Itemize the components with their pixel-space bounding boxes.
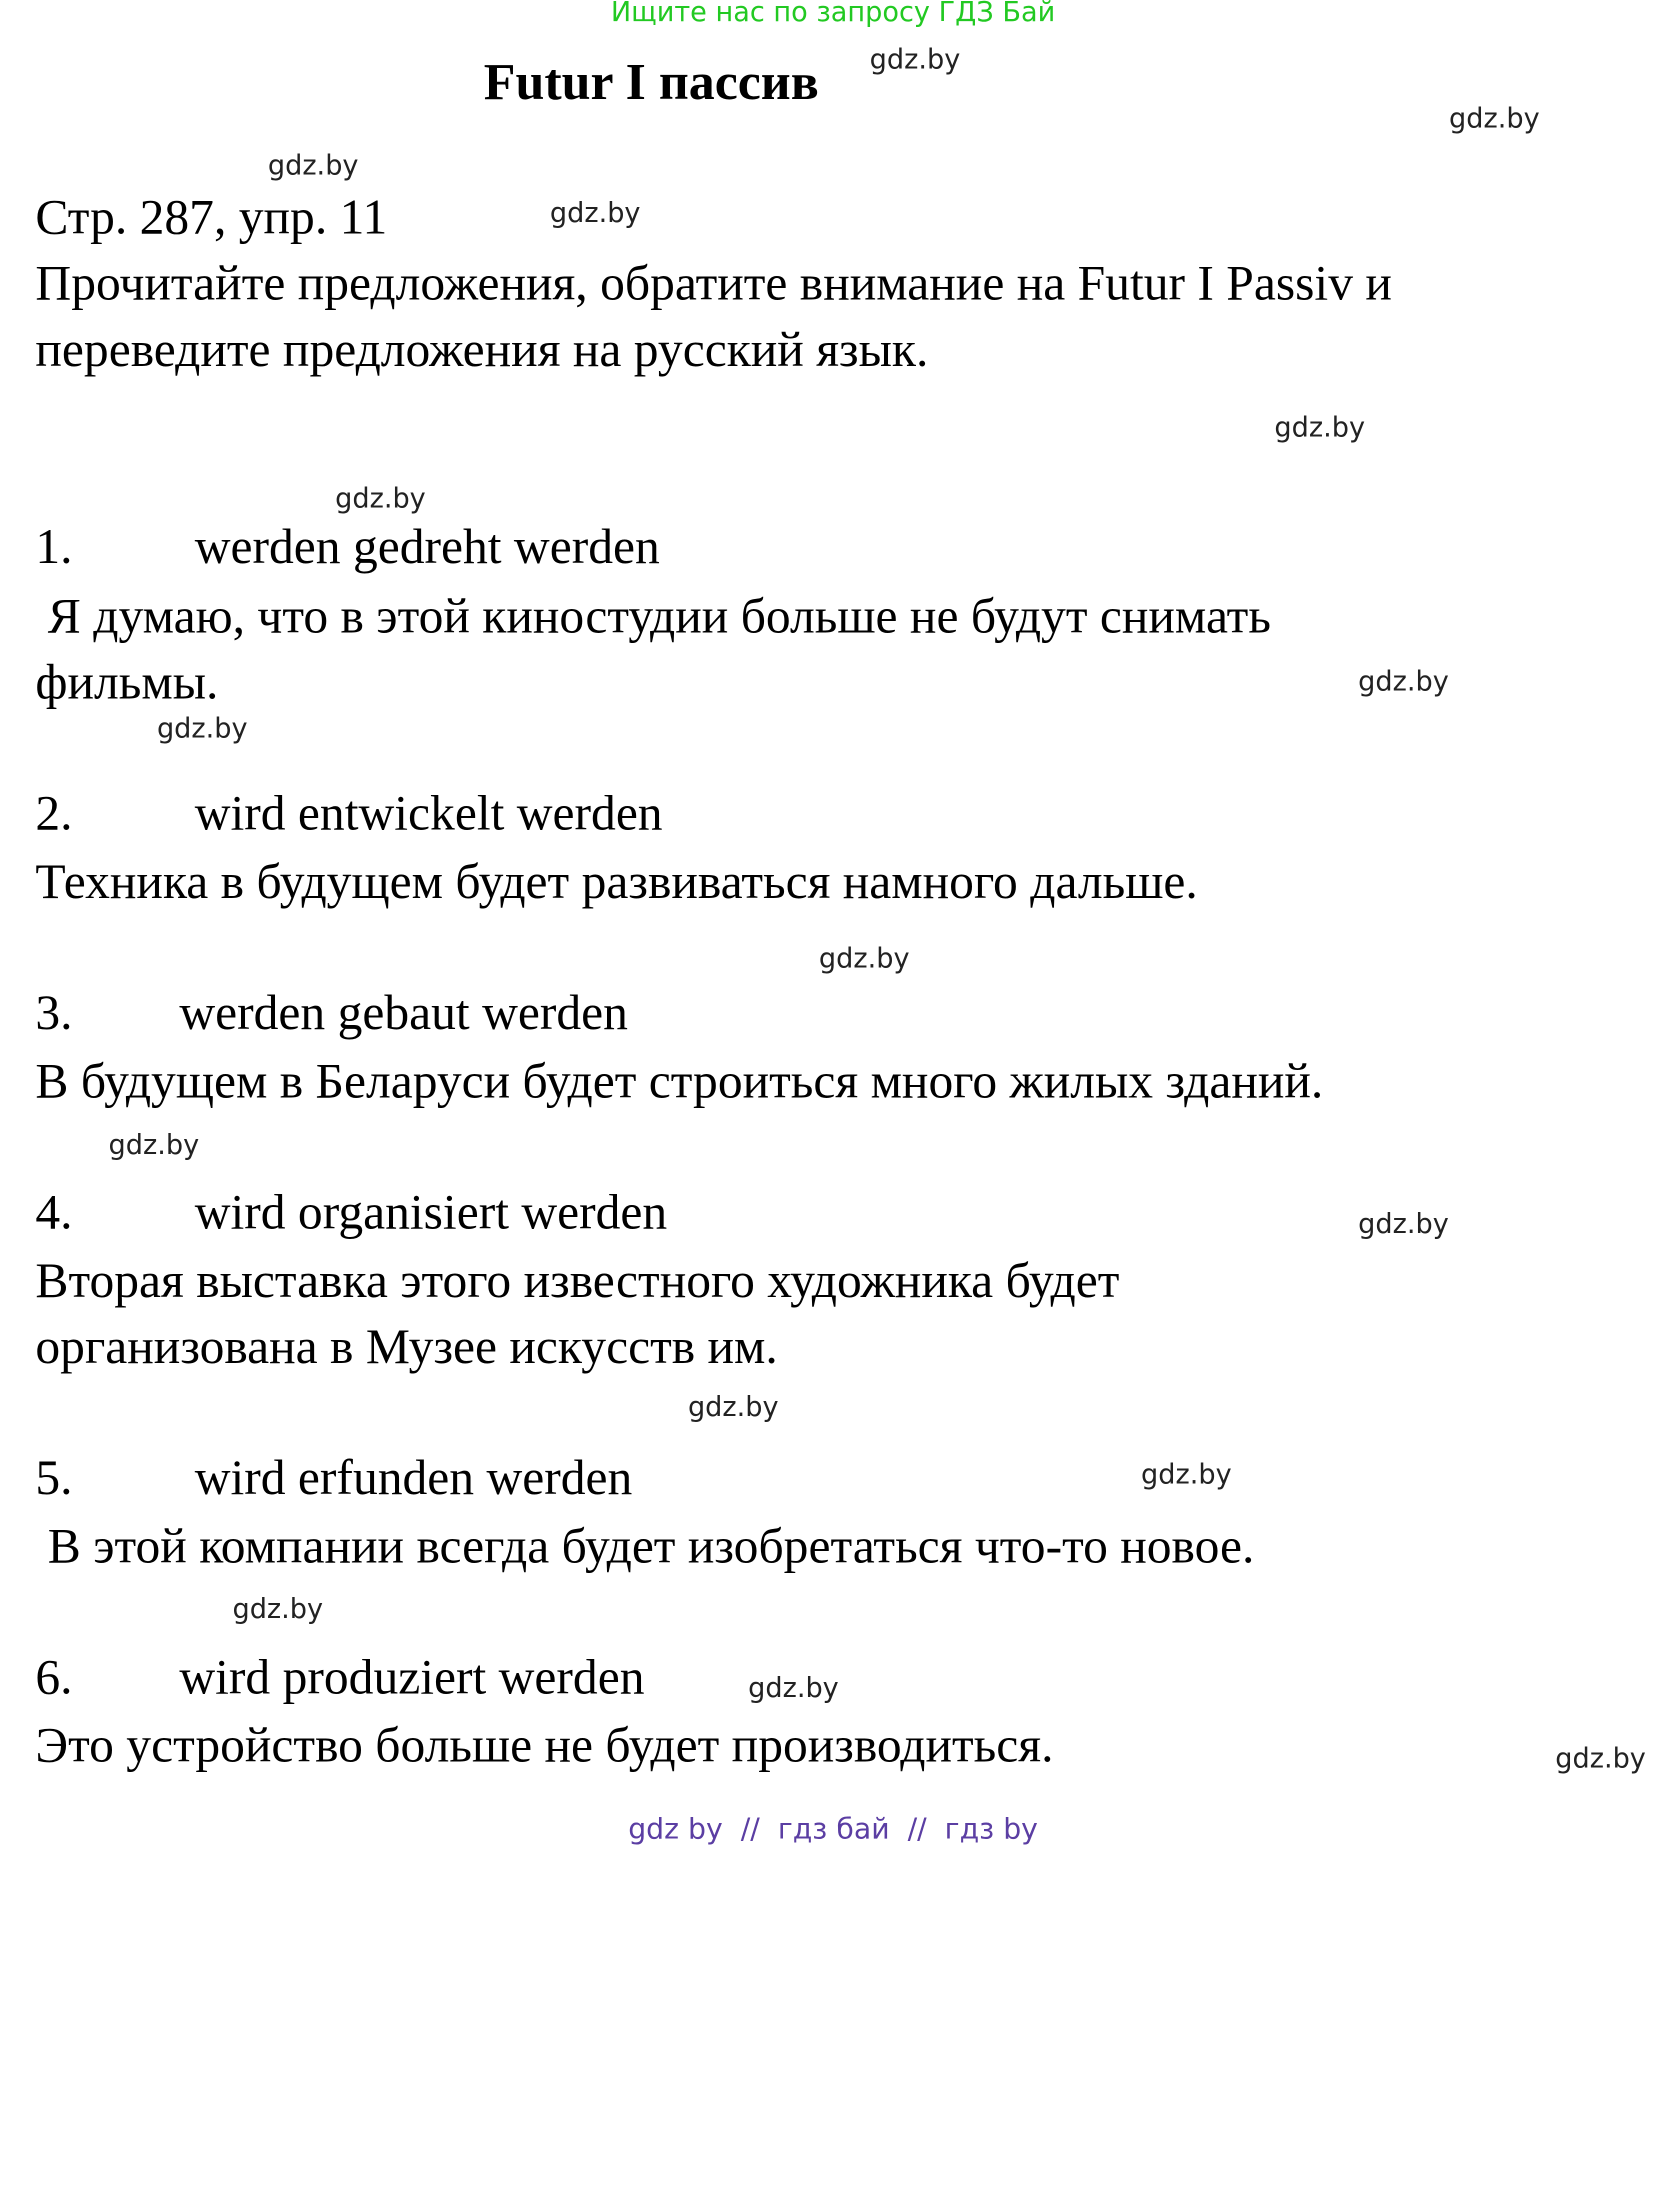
page-reference: Стр. 287, упр. 11 (35, 191, 388, 246)
watermark: gdz.by (818, 943, 910, 975)
watermark: gdz.by (267, 151, 359, 182)
item-translation: В этой компании всегда будет изобретаться что-то новое. (35, 1519, 1255, 1575)
item-number: 1. (35, 520, 73, 575)
instruction-line-1: Прочитайте предложения, обратите внимание на Futur I Passiv и (35, 257, 1392, 312)
watermark: gdz.by (1274, 412, 1366, 444)
footer-links[interactable]: gdz by // гдз бай // гдз by (628, 1812, 1038, 1846)
page-title: Futur I пассив (483, 53, 819, 111)
watermark: gdz.by (1358, 1209, 1449, 1241)
item-translation: Техника в будущем будет развиваться намного дальше. (35, 855, 1198, 910)
top-banner[interactable]: Ищите нас по запросу ГДЗ Бай (610, 0, 1056, 29)
item-number: 5. (35, 1451, 73, 1506)
watermark: gdz.by (549, 198, 641, 229)
item-verb: wird erfunden werden (194, 1451, 633, 1506)
item-translation: Вторая выставка этого известного художника будет (35, 1254, 1120, 1309)
item-verb: wird produziert werden (179, 1650, 645, 1706)
watermark: gdz.by (156, 713, 248, 745)
watermark: gdz.by (1449, 103, 1540, 135)
item-translation: В будущем в Беларуси будет строиться много жилых зданий. (35, 1054, 1324, 1110)
watermark: gdz.by (748, 1673, 839, 1704)
watermark: gdz.by (232, 1594, 324, 1625)
item-translation: Это устройство больше не будет производиться. (35, 1719, 1054, 1774)
item-number: 6. (35, 1650, 73, 1706)
item-verb: wird entwickelt werden (194, 787, 663, 842)
item-translation: фильмы. (35, 656, 219, 711)
item-verb: werden gedreht werden (194, 520, 660, 575)
item-translation: Я думаю, что в этой киностудии больше не будут снимать (35, 590, 1271, 645)
item-verb: werden gebaut werden (179, 986, 628, 1041)
instruction-line-2: переведите предложения на русский язык. (35, 323, 929, 378)
watermark: gdz.by (108, 1130, 200, 1162)
watermark: gdz.by (687, 1392, 779, 1424)
item-number: 4. (35, 1185, 73, 1241)
watermark: gdz.by (335, 483, 426, 515)
watermark: gdz.by (1555, 1744, 1646, 1775)
item-translation: организована в Музее искусств им. (35, 1320, 778, 1375)
item-verb: wird organisiert werden (194, 1185, 668, 1241)
watermark: gdz.by (1141, 1459, 1232, 1491)
watermark: gdz.by (1358, 666, 1449, 698)
item-number: 2. (35, 787, 73, 842)
item-number: 3. (35, 986, 73, 1041)
watermark: gdz.by (869, 44, 961, 76)
